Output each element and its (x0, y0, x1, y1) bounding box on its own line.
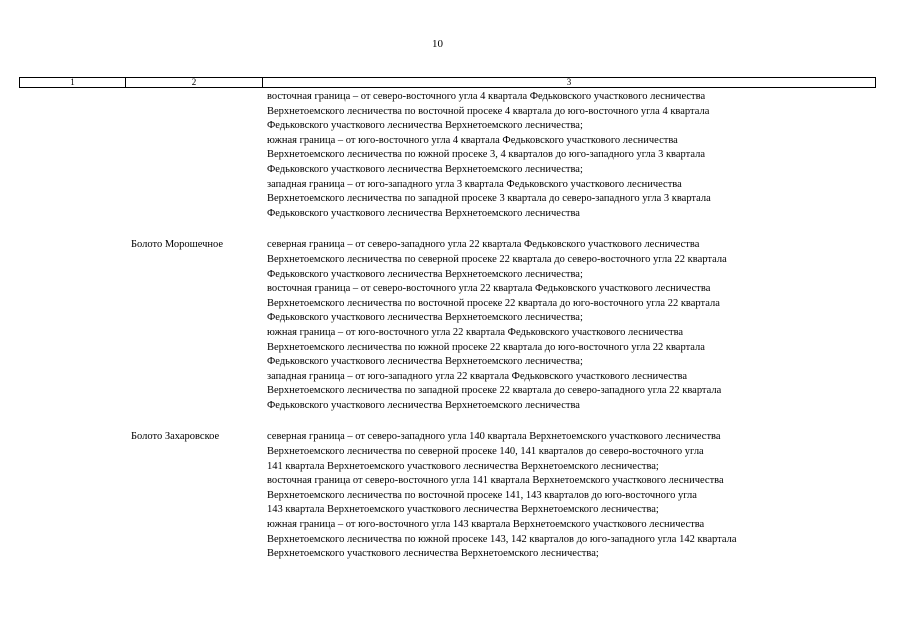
text-line: Федьковского участкового лесничества Верхнетоемского лесничества; (267, 312, 583, 324)
table-header-col-3: 3 (566, 77, 572, 87)
boundary-description (267, 90, 867, 221)
text-line: Верхнетоемского лесничества по восточной просеке 22 квартала до юго-восточного угла 22 квартала (267, 297, 720, 309)
text-line: Федьковского участкового лесничества Верхнетоемского лесничества; (267, 268, 583, 280)
table-row (0, 90, 905, 221)
row-spacer (0, 413, 905, 430)
text-line: северная граница – от северо-западного угла 140 квартала Верхнетоемского участкового лесничества (267, 431, 721, 443)
text-line: Федьковского участкового лесничества Верхнетоемского лесничества (267, 207, 580, 219)
text-line: Федьковского участкового лесничества Верхнетоемского лесничества; (267, 356, 583, 368)
text-line: восточная граница – от северо-восточного угла 22 квартала Федьковского участкового лесничества (267, 283, 711, 295)
text-line: Верхнетоемского лесничества по восточной просеке 141, 143 кварталов до юго-восточного угла (267, 489, 697, 501)
text-line: северная граница – от северо-западного угла 22 квартала Федьковского участкового лесничества (267, 239, 700, 251)
text-line: западная граница – от юго-западного угла 22 квартала Федьковского участкового лесничества (267, 370, 688, 382)
text-line: 141 квартала Верхнетоемского участкового лесничества Верхнетоемского лесничества; (267, 460, 659, 472)
text-line: Верхнетоемского лесничества по южной просеке 3, 4 кварталов до юго-западного угла 3 квартала (267, 149, 706, 161)
text-line: Верхнетоемского лесничества по южной просеке 22 квартала до юго-восточного угла 22 квартала (267, 341, 705, 353)
table-row (0, 238, 905, 413)
text-line: 143 квартала Верхнетоемского участкового лесничества Верхнетоемского лесничества; (267, 504, 659, 516)
text-line: Верхнетоемского лесничества по западной просеке 3 квартала до северо-западного угла 3 квартала (267, 193, 711, 205)
text-line: южная граница – от юго-восточного угла 4 квартала Федьковского участкового лесничества (267, 134, 678, 146)
text-line: Верхнетоемского лесничества по западной просеке 22 квартала до северо-западного угла 22 квартала (267, 385, 722, 397)
text-line: южная граница – от юго-восточного угла 22 квартала Федьковского участкового лесничества (267, 326, 684, 338)
row-spacer (0, 221, 905, 238)
text-line: Федьковского участкового лесничества Верхнетоемского лесничества; (267, 163, 583, 175)
text-line: Верхнетоемского лесничества по восточной просеке 4 квартала до юго-восточного угла 4 квартала (267, 105, 710, 117)
boundary-description (267, 238, 867, 413)
text-line: западная граница – от юго-западного угла 3 квартала Федьковского участкового лесничества (267, 178, 682, 190)
table-body (0, 90, 905, 562)
table-header-col-1: 1 (20, 78, 126, 87)
text-line: Верхнетоемского лесничества по южной просеке 143, 142 кварталов до юго-западного угла 142 квартала (267, 533, 737, 545)
table-header-col-2: 2 (126, 78, 263, 87)
text-line: Верхнетоемского лесничества по северной просеке 22 квартала до северо-восточного угла 22 квартала (267, 253, 727, 265)
text-line: восточная граница от северо-восточного угла 141 квартала Верхнетоемского участкового лесничества (267, 475, 724, 487)
text-line: Верхнетоемского участкового лесничества Верхнетоемского лесничества; (267, 548, 599, 560)
table-header-row (19, 77, 876, 88)
object-name: Болото Захаровское (131, 431, 220, 443)
text-line: Верхнетоемского лесничества по северной просеке 140, 141 кварталов до северо-восточного угла (267, 446, 704, 458)
boundary-description (267, 430, 867, 561)
text-line: Федьковского участкового лесничества Верхнетоемского лесничества; (267, 120, 583, 132)
object-name: Болото Морошечное (131, 239, 224, 251)
text-line: Федьковского участкового лесничества Верхнетоемского лесничества (267, 399, 580, 411)
page-number: 10 (432, 38, 443, 50)
table-row (0, 430, 905, 561)
text-line: восточная граница – от северо-восточного угла 4 квартала Федьковского участкового лесничества (267, 91, 706, 102)
text-line: южная граница – от юго-восточного угла 143 квартала Верхнетоемского участкового лесничества (267, 519, 705, 531)
